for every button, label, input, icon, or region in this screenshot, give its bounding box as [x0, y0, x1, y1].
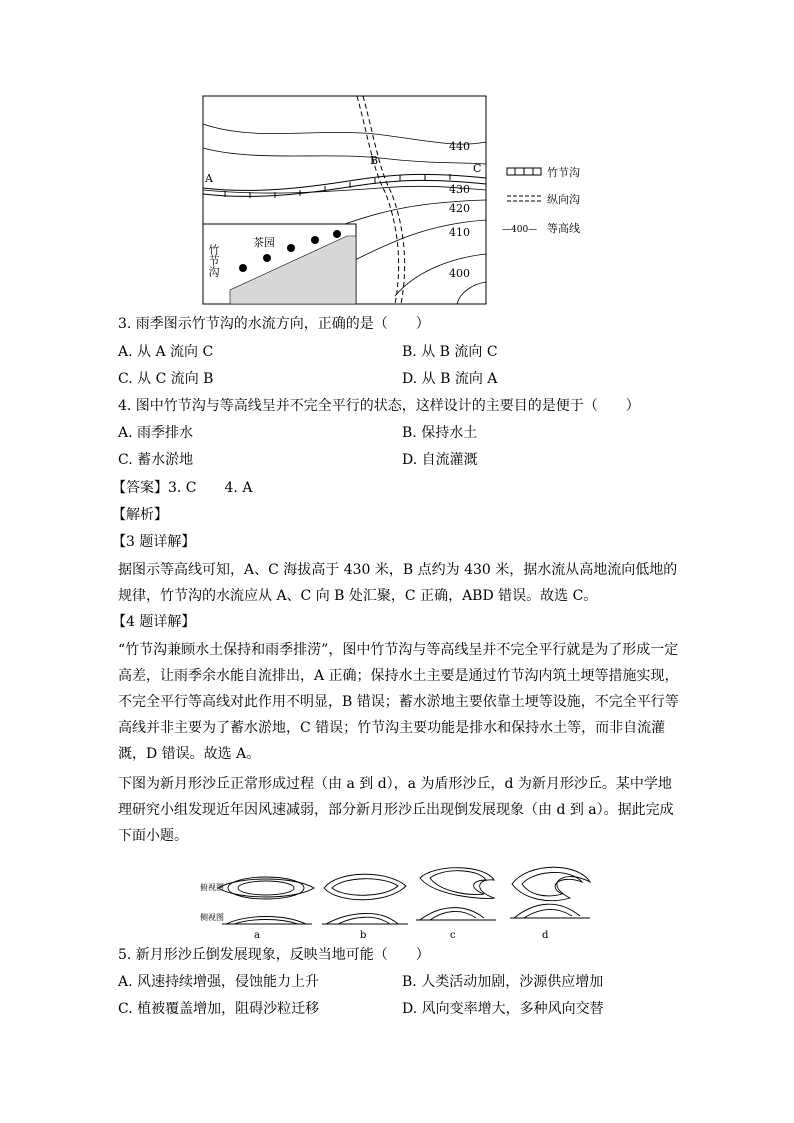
q4-option-c: C. 蓄水淤地	[118, 452, 194, 468]
contour-map-figure	[195, 92, 605, 308]
dune-evolution-figure	[198, 858, 598, 940]
dune-label-d: d	[542, 930, 549, 940]
contour-label-420: 420	[449, 202, 470, 215]
answer-line: 【答案】3. C 4. A	[112, 480, 253, 496]
legend-bamboo-ditch: 竹节沟	[547, 166, 580, 179]
contour-label-430: 430	[449, 183, 470, 196]
q3-detail-heading: 【3 题详解】	[112, 534, 196, 550]
point-b-label: B	[370, 154, 379, 167]
q4-option-b: B. 保持水土	[402, 425, 478, 441]
inset-ditch-label: 竹节沟	[207, 244, 220, 277]
dune-side-view-label: 侧视图	[200, 913, 224, 922]
dune-label-c: c	[450, 930, 456, 940]
point-a-label: A	[205, 172, 213, 185]
dune-b	[322, 874, 408, 924]
legend-contour-line: 等高线	[547, 222, 580, 235]
q4-option-d: D. 自流灌溉	[402, 452, 478, 468]
q3-detail-text: 据图示等高线可知，A、C 海拔高于 430 米，B 点约为 430 米，据水流从高地流向低地的规律，竹节沟的水流应从 A、C 向 B 处汇聚，C 正确，ABD 错误。故选 C。	[118, 562, 678, 604]
q3-option-a: A. 从 A 流向 C	[118, 344, 214, 360]
tea-garden-label: 茶园	[253, 236, 275, 249]
contour-label-400: 400	[449, 267, 470, 280]
q3-option-c: C. 从 C 流向 B	[118, 371, 214, 387]
q5-option-a: A. 风速持续增强，侵蚀能力上升	[118, 974, 320, 990]
q5-stem: 5. 新月形沙丘倒发展现象，反映当地可能（ ）	[118, 947, 430, 963]
dune-label-b: b	[360, 930, 367, 940]
dune-intro-text: 下图为新月形沙丘正常形成过程（由 a 到 d），a 为盾形沙丘，d 为新月形沙丘。某中学地理研究小组发现近年因风速减弱，部分新月形沙丘出现倒发展现象（由 d 到 a）。据此完成下面小题。	[118, 776, 674, 844]
q3-option-d: D. 从 B 流向 A	[402, 371, 498, 387]
contour-label-410: 410	[449, 226, 470, 239]
q3-option-b: B. 从 B 流向 C	[402, 344, 498, 360]
dune-d	[510, 867, 590, 918]
q4-option-a: A. 雨季排水	[118, 425, 194, 441]
q5-option-b: B. 人类活动加剧，沙源供应增加	[402, 974, 604, 990]
contour-label-440: 440	[449, 140, 470, 153]
q4-stem: 4. 图中竹节沟与等高线呈并不完全平行的状态，这样设计的主要目的是便于（ ）	[118, 398, 640, 414]
dune-label-a: a	[254, 930, 260, 940]
q5-option-c: C. 植被覆盖增加，阻碍沙粒迁移	[118, 1001, 320, 1017]
dune-a	[218, 877, 314, 924]
q5-option-d: D. 风向变率增大，多种风向交替	[402, 1001, 604, 1017]
q4-detail-text: “竹节沟兼顾水土保持和雨季排涝”，图中竹节沟与等高线呈并不完全平行就是为了形成一定高差，让雨季余水能自流排出，A 正确；保持水土主要是通过竹节沟内筑土埂等措施实现，不完全平行等高线对此作用不明显，B 错误；蓄水淤地主要依靠土埂等设施，不完全平行等高线并非主要为了蓄水淤地，C 错误；竹节沟主要功能是排水和保持水土等，而非自流灌溉，D 错误。故选 A。	[118, 642, 679, 762]
legend-longitudinal-ditch: 纵向沟	[547, 193, 580, 206]
analysis-heading: 【解析】	[112, 507, 168, 523]
dune-top-view-label: 俯视图	[200, 883, 224, 892]
dune-c	[416, 868, 496, 920]
legend-contour-sample: —400—	[502, 225, 538, 235]
q4-detail-heading: 【4 题详解】	[112, 614, 196, 630]
point-c-label: C	[473, 162, 482, 175]
q3-stem: 3. 雨季图示竹节沟的水流方向，正确的是（ ）	[118, 316, 430, 332]
